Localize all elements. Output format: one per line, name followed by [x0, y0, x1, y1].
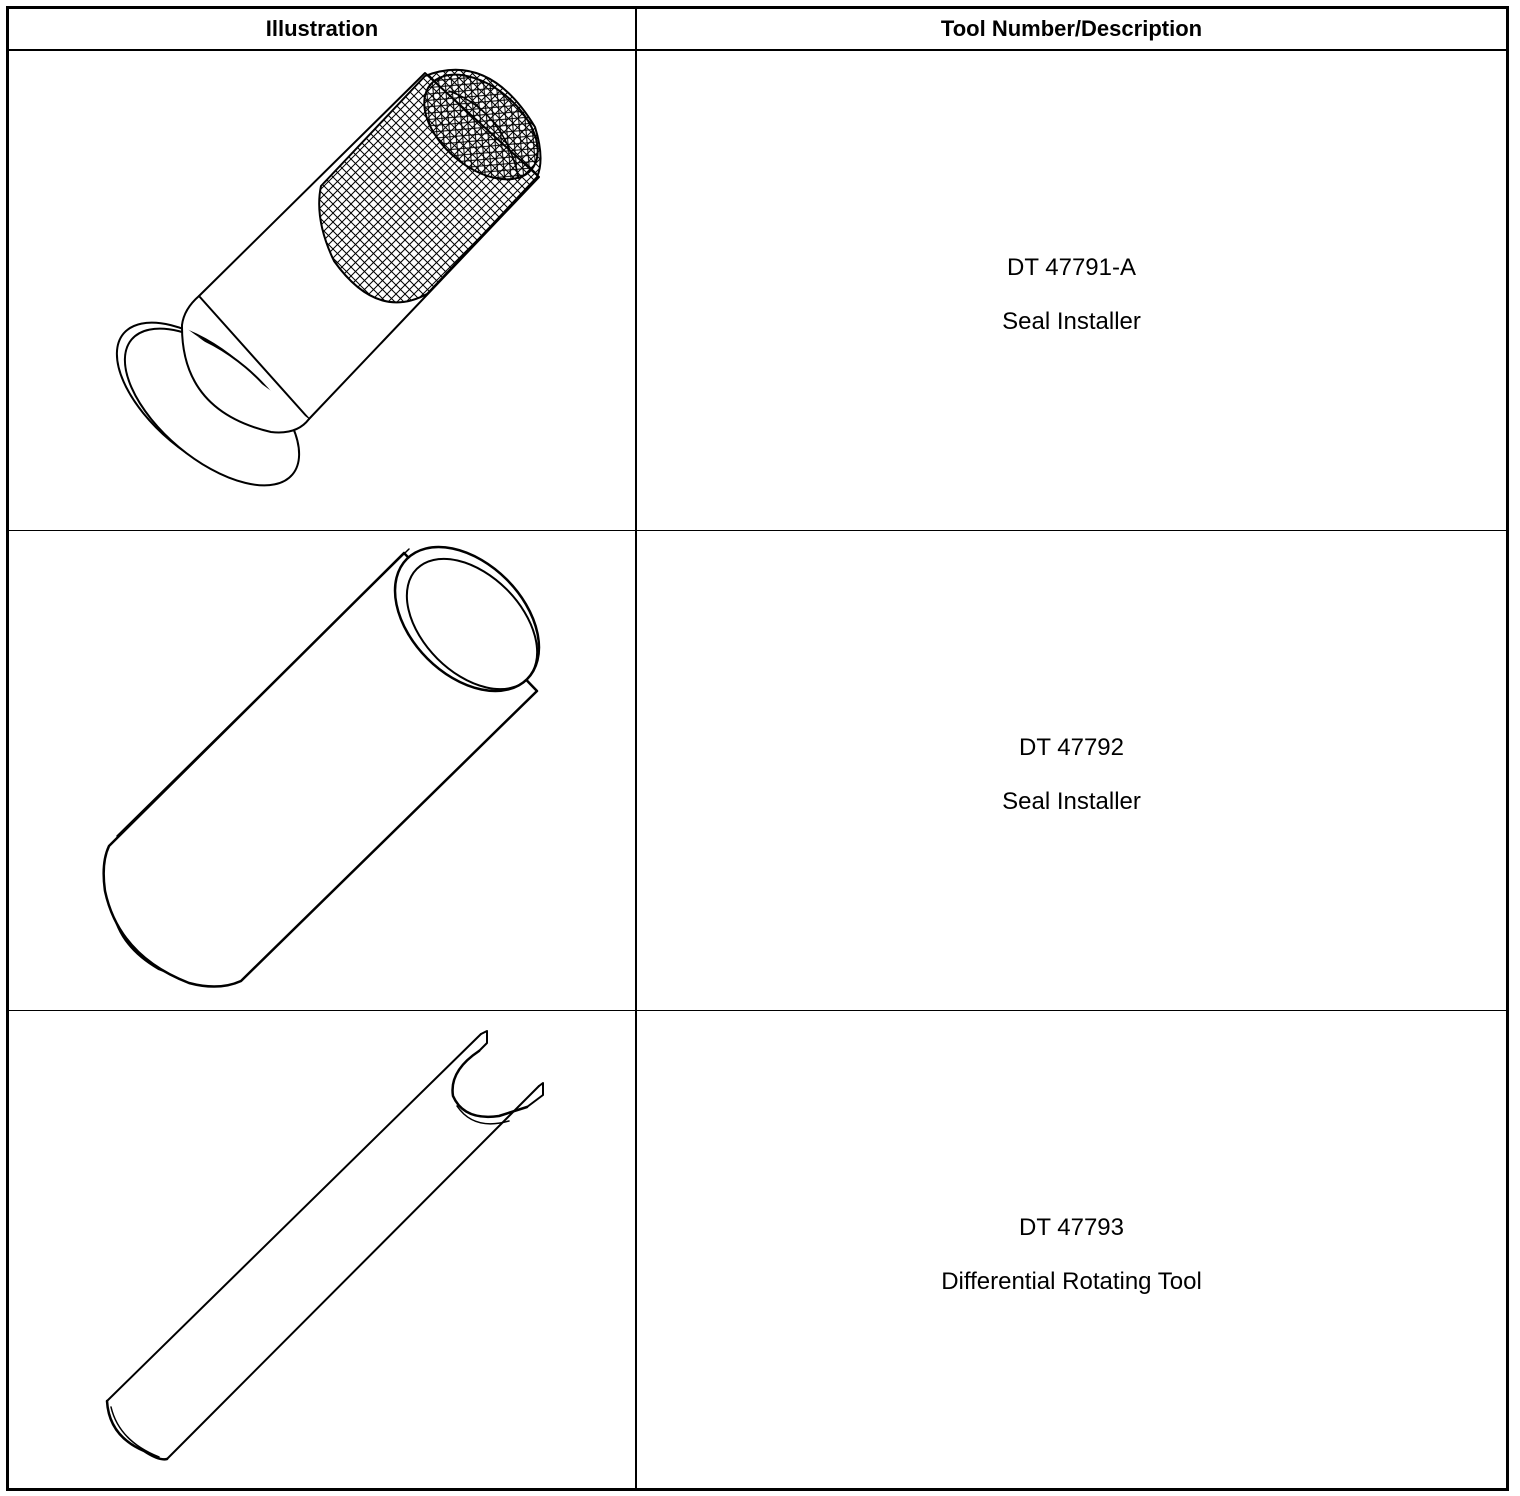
- tool-number: DT 47791-A: [1007, 254, 1136, 281]
- table-row: [9, 1011, 1506, 1488]
- illustration-cell: [9, 51, 635, 530]
- seal-installer-cylinder-icon: [9, 531, 635, 1011]
- description-cell: [637, 531, 1506, 1010]
- table-header-row: [9, 9, 1506, 51]
- header-illustration: Illustration: [265, 16, 379, 41]
- tool-number: DT 47793: [1019, 1214, 1124, 1241]
- tool-name: Seal Installer: [1002, 308, 1141, 335]
- illustration-cell: [9, 1011, 635, 1488]
- description-cell: [637, 1011, 1506, 1488]
- special-tools-table: [6, 6, 1509, 1491]
- tool-number: DT 47792: [1019, 734, 1124, 761]
- tool-name: Seal Installer: [1002, 788, 1141, 815]
- seal-installer-flanged-knurled-icon: [9, 51, 635, 531]
- tool-name: Differential Rotating Tool: [941, 1268, 1202, 1295]
- table-row: [9, 51, 1506, 531]
- illustration-cell: [9, 531, 635, 1010]
- differential-rotating-tool-icon: [9, 1011, 635, 1488]
- description-cell: [637, 51, 1506, 530]
- table-row: [9, 531, 1506, 1011]
- header-tool-description: Tool Number/Description: [940, 16, 1203, 41]
